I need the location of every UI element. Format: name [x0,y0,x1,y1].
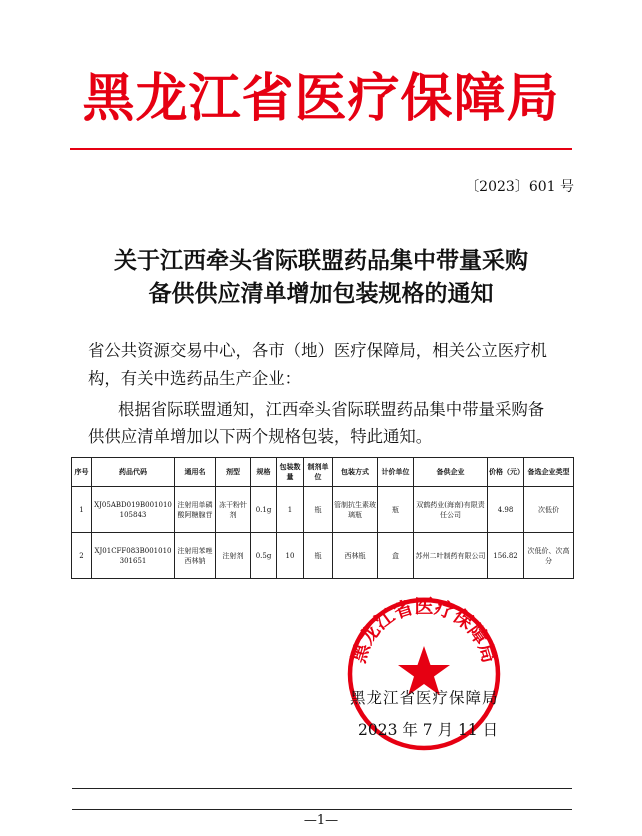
table-header-row [72,458,574,487]
table-cell: 注射剂 [216,533,251,579]
table-row [72,533,574,579]
body-paragraph-line-1: 根据省际联盟通知，江西牵头省际联盟药品集中带量采购备 [118,400,545,419]
table-cell: XJ01CFF083B001010301651 [92,533,175,579]
table-cell: 注射用单磷酸阿糖腺苷 [175,487,216,533]
signature-date: 2023 年 7 月 11 日 [358,721,499,739]
header-cell-spec: 规格 [251,458,277,487]
table-cell: 瓶 [304,533,333,579]
table-cell: 冻干粉针剂 [216,487,251,533]
org-header: 黑龙江省医疗保障局 [82,68,560,129]
table-cell: 2 [72,533,92,579]
header-cell-drug-code: 药品代码 [92,458,175,487]
page-number: —1— [303,813,339,828]
table-cell: 瓶 [304,487,333,533]
recipients-line-2: 构，有关中选药品生产企业： [88,369,302,388]
table-cell: 1 [277,487,304,533]
table-cell: 0.1g [251,487,277,533]
header-cell-seq: 序号 [72,458,92,487]
table-cell: 注射用苯唑西林钠 [175,533,216,579]
footer-rule-top [72,788,572,789]
document-title-line-1: 关于江西牵头省际联盟药品集中带量采购 [114,247,528,274]
table-cell: 苏州二叶制药有限公司 [414,533,488,579]
table-cell: 0.5g [251,533,277,579]
header-cell-pack-qty: 包装数量 [277,458,304,487]
document-number: 〔2023〕601 号 [465,179,574,195]
table-cell: 次低价、次高分 [524,533,574,579]
recipients-line-1: 省公共资源交易中心，各市（地）医疗保障局，相关公立医疗机 [88,341,547,360]
footer-rule-bottom [72,809,572,810]
header-cell-pack-method: 包装方式 [333,458,378,487]
header-cell-price-unit: 计价单位 [378,458,414,487]
document-title-line-2: 备供供应清单增加包装规格的通知 [148,280,494,307]
table-cell: 西林瓶 [333,533,378,579]
signature-org: 黑龙江省医疗保障局 [350,689,499,707]
header-cell-generic-name: 通用名 [175,458,216,487]
table-cell: 双鹤药业(海南)有限责任公司 [414,487,488,533]
seal-text: 黑龙江省医疗保障局 [347,596,501,666]
table-cell: XJ05ABD019B001010105843 [92,487,175,533]
header-cell-price: 价格（元） [488,458,524,487]
table-cell: 管制抗生素玻璃瓶 [333,487,378,533]
table-cell: 盒 [378,533,414,579]
table-cell: 10 [277,533,304,579]
header-cell-supplier: 备供企业 [414,458,488,487]
packaging-spec-table [71,457,574,579]
table-cell: 次低价 [524,487,574,533]
table-cell: 4.98 [488,487,524,533]
table-cell: 156.82 [488,533,524,579]
table-cell: 1 [72,487,92,533]
body-paragraph-line-2: 供供应清单增加以下两个规格包装，特此通知。 [88,427,433,446]
table-row [72,487,574,533]
table-cell: 瓶 [378,487,414,533]
header-divider [70,148,572,150]
header-cell-prep-unit: 制剂单位 [304,458,333,487]
header-cell-supplier-type: 备选企业类型 [524,458,574,487]
header-cell-dosage-form: 剂型 [216,458,251,487]
